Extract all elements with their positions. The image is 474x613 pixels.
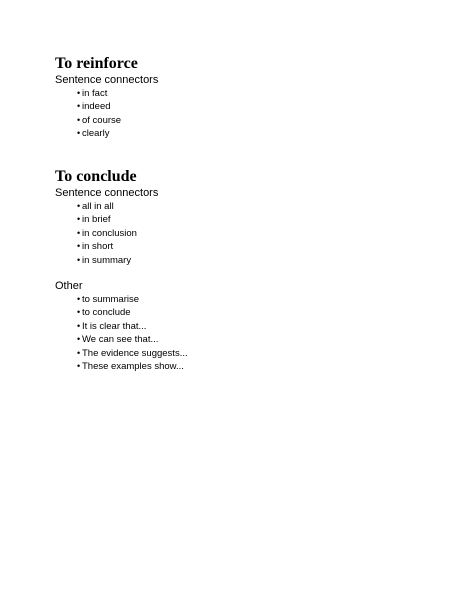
bullet-icon: • [77, 227, 81, 238]
bullet-icon: • [77, 361, 81, 372]
bullet-icon: • [77, 254, 81, 265]
connector-list [55, 87, 158, 141]
section-conclude [55, 167, 188, 373]
bullet-icon: • [77, 294, 81, 305]
bullet-icon: • [77, 128, 81, 139]
bullet-icon: • [77, 307, 81, 318]
heading-prefix: To [55, 55, 73, 72]
bullet-icon: • [77, 201, 81, 211]
list-item: • in brief [77, 214, 111, 226]
bullet-icon: • [77, 241, 81, 252]
list-item: • We can see that... [77, 334, 159, 346]
bullet-icon: • [77, 347, 81, 358]
list-item: • indeed [77, 101, 111, 113]
bullet-icon: • [77, 320, 81, 331]
bullet-icon: • [77, 114, 81, 125]
bullet-icon: • [77, 214, 81, 225]
list-item: • in summary [77, 254, 132, 266]
section-heading [55, 54, 158, 74]
bullet-icon: • [77, 334, 81, 345]
list-item: • in conclusion [77, 227, 137, 239]
list-item: • to summarise [77, 294, 140, 306]
heading-keyword: reinforce [76, 55, 138, 72]
other-list [55, 293, 188, 373]
heading-prefix: To [55, 168, 73, 185]
bullet-icon: • [77, 101, 81, 112]
list-item: • It is clear that... [77, 320, 147, 332]
list-item: • These examples show... [77, 361, 184, 373]
list-item: • in fact [77, 88, 108, 99]
subheading-other: Other [55, 280, 83, 293]
list-item: • to conclude [77, 307, 131, 319]
section-heading [55, 167, 188, 187]
subheading-sentence-connectors: Sentence connectors [55, 187, 159, 199]
bullet-icon: • [77, 88, 81, 98]
list-item: • of course [77, 114, 122, 126]
list-item: • in short [77, 241, 114, 253]
heading-keyword: conclude [76, 168, 137, 185]
section-reinforce [55, 54, 158, 141]
list-item: • clearly [77, 128, 110, 140]
connector-list [55, 200, 188, 267]
list-item: • The evidence suggests... [77, 347, 188, 359]
list-item: • all in all [77, 201, 114, 212]
subheading-sentence-connectors: Sentence connectors [55, 74, 159, 86]
